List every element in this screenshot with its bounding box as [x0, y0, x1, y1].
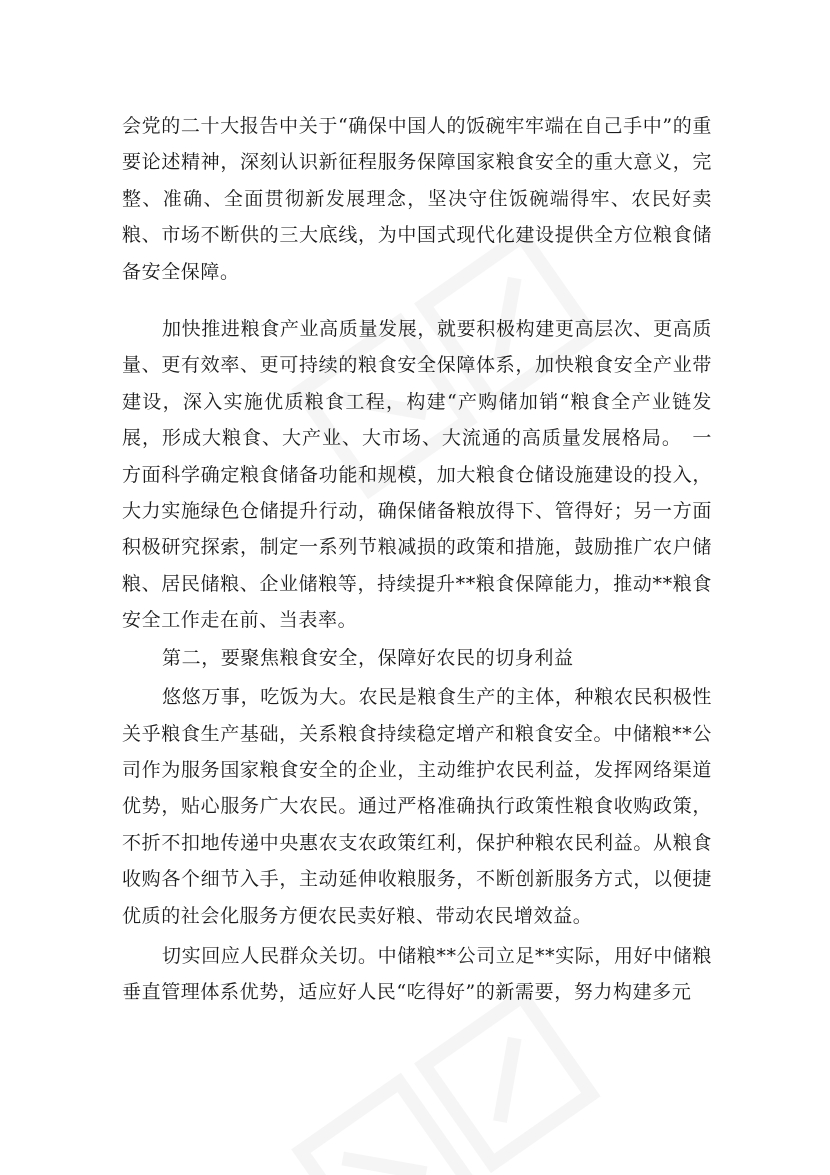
section-heading-second: 第二，要聚焦粮食安全，保障好农民的切身利益: [162, 646, 574, 669]
paragraph-grain-industry: 加快推进粮食产业高质量发展，就要积极构建更高层次、更高质量、更有效率、更可持续的粮食安全保障体系，加快粮食安全产业带建设，深入实施优质粮食工程，构建“产购储加销“粮食全产业链发展，形成大粮食、大产业、大市场、大流通的高质量发展格局。 一方面科学确定粮食储备功能和规模，加大粮食仓储设施建设的投入，大力实施绿色仓储提升行动，确保储备粮放得下、管得好；另一方面积极研究探索，制定一系列节粮减损的政策和措施，鼓励推广农户储粮、居民储粮、企业储粮等，持续提升**粮食保障能力，推动**粮食安全工作走在前、当表率。: [122, 318, 712, 632]
paragraph-public-concerns: 切实回应人民群众关切。中储粮**公司立足**实际，用好中储粮垂直管理体系优势，适应好人民“吃得好”的新需要，努力构建多元: [122, 944, 713, 1004]
paragraph-continued: 会党的二十大报告中关于“确保中国人的饭碗牢牢端在自己手中”的重要论述精神，深刻认识新征程服务保障国家粮食安全的重大意义，完整、准确、全面贯彻新发展理念，坚决守住饭碗端得牢、农民好卖粮、市场不断供的三大底线，为中国式现代化建设提供全方位粮食储备安全保障。: [122, 115, 712, 283]
document-body: [122, 108, 712, 1011]
paragraph-farmers-interest: 悠悠万事，吃饭为大。农民是粮食生产的主体，种粮农民积极性关乎粮食生产基础，关系粮食持续稳定增产和粮食安全。中储粮**公司作为服务国家粮食安全的企业，主动维护农民利益，发挥网络渠道优势，贴心服务广大农民。通过严格准确执行政策性粮食收购政策，不折不扣地传递中央惠农支农政策红利，保护种粮农民利益。从粮食收购各个细节入手，主动延伸收粮服务，不断创新服务方式，以便捷优质的社会化服务方便农民卖好粮、带动农民增效益。: [122, 686, 712, 927]
